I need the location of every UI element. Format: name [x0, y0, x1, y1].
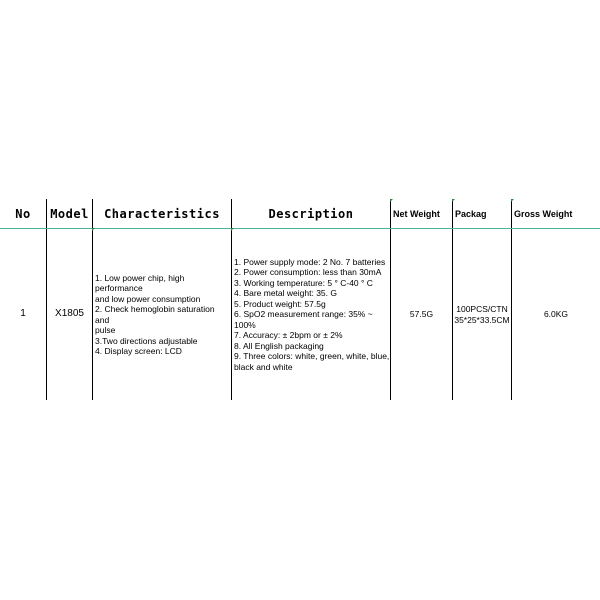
- list-item: 3. Working temperature: 5 ° C-40 ° C: [234, 277, 373, 288]
- list-item: 2. Check hemoglobin saturation and: [95, 304, 217, 325]
- cell-characteristics: [93, 229, 231, 400]
- cell-net-weight: 57.5G: [409, 309, 434, 320]
- list-item: 1. Low power chip, high performance: [95, 272, 187, 293]
- cell-model: X1805: [55, 308, 84, 320]
- list-item: pulse: [95, 325, 116, 335]
- package-dimensions: 35*25*33.5CM: [454, 314, 510, 325]
- cell-gross-weight: 6.0KG: [543, 309, 569, 320]
- list-item: 6. SpO2 measurement range: 35% ~: [234, 309, 373, 320]
- list-item: black and white: [234, 361, 293, 372]
- package-quantity: 100PCS/CTN: [456, 304, 508, 314]
- header-package: Packag: [455, 208, 487, 219]
- cell-no: 1: [20, 308, 26, 320]
- cell-description: [232, 229, 390, 400]
- header-net-weight: Net Weight: [393, 208, 440, 219]
- list-item: 1. Power supply mode: 2 No. 7 batteries: [234, 256, 386, 267]
- header-description: Description: [268, 206, 354, 221]
- header-characteristics: Characteristics: [104, 206, 220, 221]
- header-gross-weight: Gross Weight: [514, 208, 573, 219]
- header-no: No: [15, 206, 31, 221]
- list-item: 5. Product weight: 57.5g: [234, 298, 326, 309]
- list-item: 9. Three colors: white, green, white, blue,: [234, 351, 390, 362]
- header-model: Model: [50, 206, 89, 221]
- list-item: and low power consumption: [95, 293, 201, 304]
- list-item: 100%: [234, 319, 256, 330]
- list-item: 4. Display screen: LCD: [95, 346, 182, 356]
- list-item: 3.Two directions adjustable: [95, 335, 198, 346]
- cell-package: [453, 229, 511, 400]
- list-item: 4. Bare metal weight: 35. G: [234, 288, 337, 299]
- list-item: 2. Power consumption: less than 30mA: [234, 267, 382, 278]
- list-item: 7. Accuracy: ± 2bpm or ± 2%: [234, 330, 343, 341]
- list-item: 8. All English packaging: [234, 340, 324, 351]
